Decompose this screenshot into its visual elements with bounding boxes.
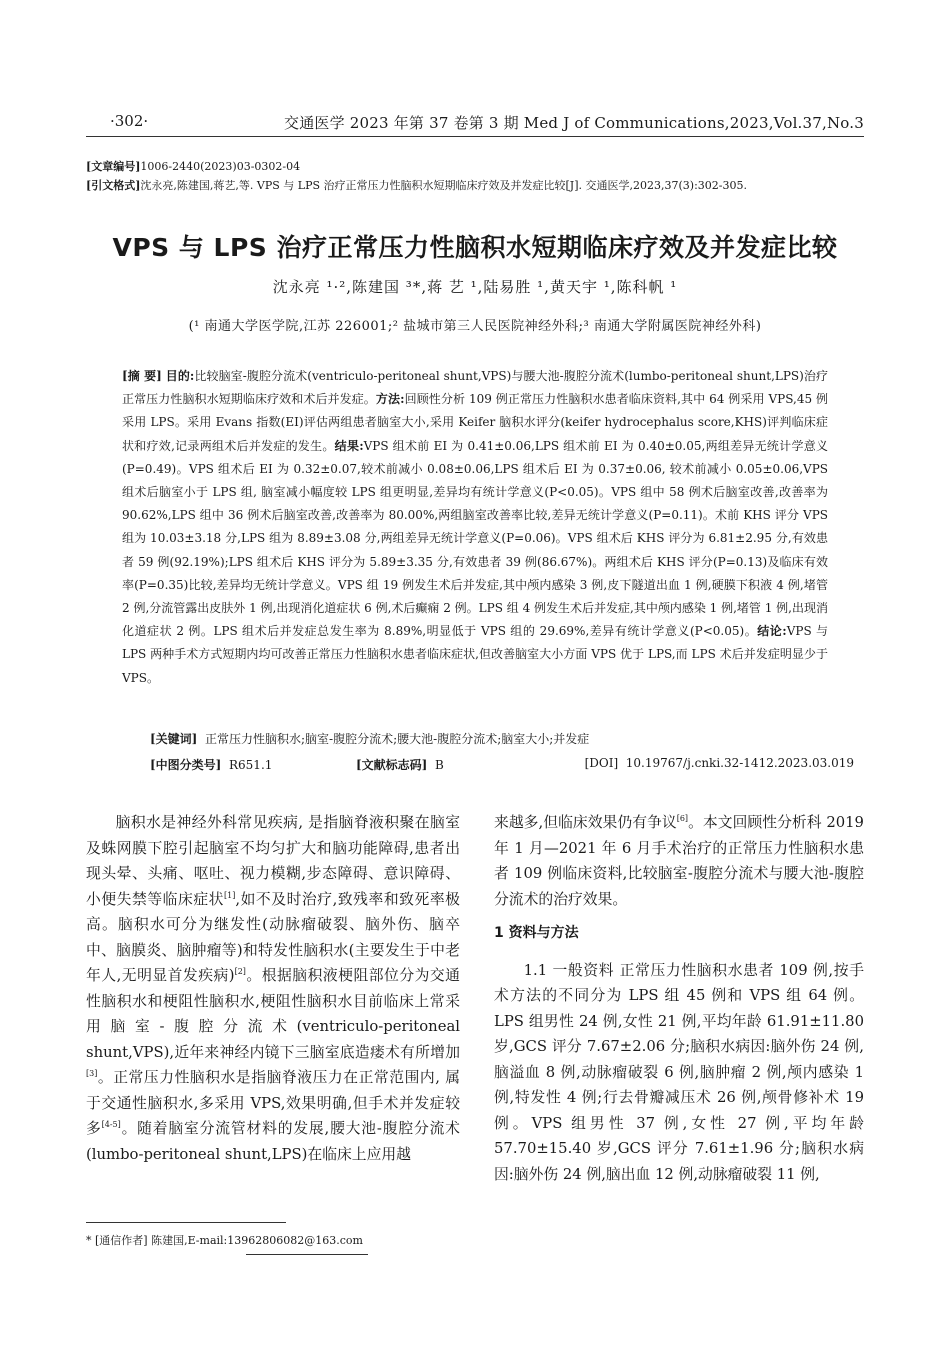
article-number: [文章编号]1006-2440(2023)03-0302-04 — [86, 160, 301, 173]
ref-link[interactable]: [2] — [234, 967, 246, 977]
ref-link[interactable]: [3] — [86, 1069, 98, 1079]
section-heading: 1 资料与方法 — [494, 925, 579, 941]
footnote: * [通信作者] 陈建国,E-mail:13962806082@163.com — [86, 1234, 363, 1247]
body-right-column — [494, 810, 864, 1187]
footnote-rule — [86, 1222, 286, 1223]
journal-citation: 交通医学 2023 年第 37 卷第 3 期 Med J of Communications,2023,Vol.37,No.3 — [284, 114, 864, 132]
bottom-rule — [246, 1254, 368, 1255]
ref-link[interactable]: [1] — [224, 890, 236, 900]
abstract-objective: 比较脑室-腹腔分流术(ventriculo-peritoneal shunt,VPS)与腰大池-腹腔分流术(lumbo-peritoneal shunt,LPS)治疗正常压力性脑积水短期临床疗效和术后并发症。 — [122, 369, 828, 407]
author-list: 沈永亮 ¹·²,陈建国 ³*,蒋 艺 ¹,陆易胜 ¹,黄天宇 ¹,陈科帆 ¹ — [272, 278, 678, 296]
page-number: ·302· — [110, 112, 149, 130]
abstract-conclusion: VPS 与 LPS 两种手术方式短期内均可改善正常压力性脑积水患者临床症状,但改善脑室大小方面 VPS 优于 LPS,而 LPS 术后并发症明显少于 VPS。 — [122, 624, 829, 685]
citation-format: [引文格式]沈永亮,陈建国,蒋艺,等. VPS 与 LPS 治疗正常压力性脑积水短期临床疗效及并发症比较[J]. 交通医学,2023,37(3):302-305. — [86, 179, 747, 192]
doi-link[interactable]: 10.19767/j.cnki.32-1412.2023.03.019 — [625, 756, 854, 770]
intro-continued: 来越多,但临床效果仍有争议[6]。本文回顾性分析科 2019 年 1 月—2021 年 6 月手术治疗的正常压力性脑积水患者 109 例临床资料,比较脑室-腹腔分流术与腰大池-腹腔分流术的治疗效果。 — [494, 814, 864, 908]
abstract-label: [摘 要] — [122, 369, 162, 383]
abstract-result: VPS 组术前 EI 为 0.41±0.06,LPS 组术前 EI 为 0.40±0.05,两组差异无统计学意义(P=0.49)。VPS 组术后 EI 为 0.32±0.07,较术前减小 0.08±0.06,LPS 组术后 EI 为 0.37±0.06, 较术前减小 0.05±0.06,VPS 组术后脑室小于 LPS 组, 脑室减小幅度较 LPS 组更明显,差异均有统计学意义(P<0.05)。VPS 组中 58 例术后脑室改善,改善率为 90.62%,LPS 组中 36 例术后脑室改善,改善率为 80.00%,两组脑室改善率比较,差异无统计学意义(P=0.11)。术前 KHS 评分 VPS 组为 10.03±3.18 分,LPS 组为 8.89±3.08 分,两组差异无统计学意义(P=0.06)。VPS 组术后 KHS 评分为 6.81±2.95 分,有效患者 59 例(92.19%);LPS 组术后 KHS 评分为 5.89±3.35 分,有效患者 39 例(86.67%)。两组术后 KHS 评分(P=0.13)及临床有效率(P=0.35)比较,差异均无统计学意义。VPS 组 19 例发生术后并发症,其中颅内感染 3 例,皮下隧道出血 1 例,硬膜下积液 4 例,堵管 2 例,分流管露出皮肤外 1 例,出现消化道症状 6 例,术后癫痫 2 例。LPS 组 4 例发生术后并发症,其中颅内感染 1 例,堵管 1 例,出现消化道症状 2 例。LPS 组术后并发症总发生率为 8.89%,明显低于 VPS 组的 29.69%,差异有统计学意义(P<0.05)。 — [122, 438, 829, 639]
ref-link[interactable]: [4-5] — [101, 1120, 121, 1130]
header-rule — [86, 136, 864, 137]
ref-link[interactable]: [6] — [676, 814, 689, 824]
journal-page: ·302· 交通医学 2023 年第 37 卷第 3 期 Med J of Communications,2023,Vol.37,No.3 [文章编号]1006-2440(2023)03-0302-04 [引文格式]沈永亮,陈建国,蒋艺,等. VPS 与 LPS 治疗正常压力性脑积水短期临床疗效及并发症比较[J]. 交通医学,2023,37(3):302-305. VPS 与 LPS 治疗正常压力性脑积水短期临床疗效及并发症比较 沈永亮 ¹·²,陈建国 ³*,蒋 艺 ¹,陆易胜 ¹,黄天宇 ¹,陈科帆 ¹ (¹ 南通大学医学院,江苏 226001;² 盐城市第三人民医院神经外科;³ 南通大学附属医院神经外科) [摘 要] 目的:比较脑室-腹腔分流术(ventriculo-peritoneal shunt,VPS)与腰大池-腹腔分流术(lumbo-peritoneal shunt,LPS)治疗正常压力性脑积水短期临床疗效和术后并发症。方法:回顾性分析 109 例正常压力性脑积水患者临床资料,其中 64 例采用 VPS,45 例采用 LPS。采用 Evans 指数(EI)评估两组患者脑室大小,采用 Keifer 脑积水评分(keifer hydrocephalus score,KHS)评判临床症状和疗效,记录两组术后并发症的发生。结果:VPS 组术前 EI 为 0.41±0.06,LPS 组术前 EI 为 0.40±0.05,两组差异无统计学意义(P=0.49)。VPS 组术后 EI 为 0.32±0.07,较术前减小 0.08±0.06,LPS 组术后 EI 为 0.37±0.06, 较术前减小 0.05±0.06,VPS 组术后脑室小于 LPS 组, 脑室减小幅度较 LPS 组更明显,差异均有统计学意义(P<0.05)。VPS 组中 58 例术后脑室改善,改善率为 90.62%,LPS 组中 36 例术后脑室改善,改善率为 80.00%,两组脑室改善率比较,差异无统计学意义(P=0.11)。术前 KHS 评分 VPS 组为 10.03±3.18 分,LPS 组为 8.89±3.08 分,两组差异无统计学意义(P=0.06)。VPS 组术后 KHS 评分为 6.81±2.95 分,有效患者 59 例(92.19%);LPS 组术后 KHS 评分为 5.89±3.35 分,有效患者 39 例(86.67%)。两组术后 KHS 评分(P=0.13)及临床有效率(P=0.35)比较,差异均无统计学意义。VPS 组 19 例发生术后并发症,其中颅内感染 3 例,皮下隧道出血 1 例,硬膜下积液 4 例,堵管 2 例,分流管露出皮肤外 1 例,出现消化道症状 6 例,术后癫痫 2 例。LPS 组 4 例发生术后并发症,其中颅内感染 1 例,堵管 1 例,出现消化道症状 2 例。LPS 组术后并发症总发生率为 8.89%,明显低于 VPS 组的 29.69%,差异有统计学意义(P<0.05)。结论:VPS 与 LPS 两种手术方式短期内均可改善正常压力性脑积水患者临床症状,但改善脑室大小方面 VPS 优于 LPS,而 LPS 术后并发症明显少于 VPS。 [关键词] 正常压力性脑积水;脑室-腹腔分流术;腰大池-腹腔分流术;脑室大小;并发症 [中图分类号] R651.1 [文献标志码] B [DOI] 10.19767/j.cnki.32-1412.2023.03.019 脑积水是神经外科常见疾病, 是指脑脊液积聚在脑室及蛛网膜下腔引起脑室不均匀扩大和脑功能障碍,患者出现头晕、头痛、呕吐、视力模糊,步态障碍、意识障碍、小便失禁等临床症状[1],如不及时治疗,致残率和致死率极高。脑积水可分为继发性(动脉瘤破裂、脑外伤、脑卒中、脑膜炎、脑肿瘤等)和特发性脑积水(主要发生于中老年人,无明显首发疾病)[2]。根据脑积液梗阻部位分为交通性脑积水和梗阻性脑积水,梗阻性脑积水目前临床上常采用脑室-腹腔分流术(ventriculo-peritoneal shunt,VPS),近年来神经内镜下三脑室底造瘘术有所增加[3]。正常压力性脑积水是指脑脊液压力在正常范围内, 属于交通性脑积水,多采用 VPS,效果明确,但手术并发症较多[4-5]。随着脑室分流管材料的发展,腰大池-腹腔分流术(lumbo-peritoneal shunt,LPS)在临床上应用越 来越多,但临床效果仍有争议[6]。本文回顾性分析科 2019 年 1 月—2021 年 6 月手术治疗的正常压力性脑积水患者 109 例临床资料,比较脑室-腹腔分流术与腰大池-腹腔分流术的治疗效果。 1 资料与方法 1.1 一般资料 正常压力性脑积水患者 109 例,按手术方法的不同分为 LPS 组 45 例和 VPS 组 64 例。LPS 组男性 24 例,女性 21 例,平均年龄 61.91±11.80 岁,GCS 评分 7.67±2.06 分;脑积水病因:脑外伤 24 例,脑溢血 8 例,动脉瘤破裂 6 例,脑肿瘤 2 例,颅内感染 1 例,特发性 4 例;行去骨瓣减压术 26 例,颅骨修补术 19 例。VPS 组男性 37 例,女性 27 例,平均年龄 57.70±15.40 岁,GCS 评分 7.61±1.96 分;脑积水病因:脑外伤 24 例,脑出血 12 例,动脉瘤破裂 11 例, * [通信作者] 陈建国,E-mail:13962806082@163.com — [0, 0, 950, 1345]
general-data-paragraph: 1.1 一般资料 正常压力性脑积水患者 109 例,按手术方法的不同分为 LPS 组 45 例和 VPS 组 64 例。LPS 组男性 24 例,女性 21 例,平均年龄 61.91±11.80 岁,GCS 评分 7.67±2.06 分;脑积水病因:脑外伤 24 例,脑溢血 8 例,动脉瘤破裂 6 例,脑肿瘤 2 例,颅内感染 1 例,特发性 4 例;行去骨瓣减压术 26 例,颅骨修补术 19 例。VPS 组男性 37 例,女性 27 例,平均年龄 57.70±15.40 岁,GCS 评分 7.61±1.96 分;脑积水病因:脑外伤 24 例,脑出血 12 例,动脉瘤破裂 11 例, — [494, 961, 864, 1183]
abstract-method: 回顾性分析 109 例正常压力性脑积水患者临床资料,其中 64 例采用 VPS,45 例采用 LPS。采用 Evans 指数(EI)评估两组患者脑室大小,采用 Keifer 脑积水评分(keifer hydrocephalus score,KHS)评判临床症状和疗效,记录两组术后并发症的发生。 — [122, 392, 828, 453]
abstract: [摘 要] 目的:比较脑室-腹腔分流术(ventriculo-peritoneal shunt,VPS)与腰大池-腹腔分流术(lumbo-peritoneal shunt,LPS)治疗正常压力性脑积水短期临床疗效和术后并发症。方法:回顾性分析 109 例正常压力性脑积水患者临床资料,其中 64 例采用 VPS,45 例采用 LPS。采用 Evans 指数(EI)评估两组患者脑室大小,采用 Keifer 脑积水评分(keifer hydrocephalus score,KHS)评判临床症状和疗效,记录两组术后并发症的发生。结果:VPS 组术前 EI 为 0.41±0.06,LPS 组术前 EI 为 0.40±0.05,两组差异无统计学意义(P=0.49)。VPS 组术后 EI 为 0.32±0.07,较术前减小 0.08±0.06,LPS 组术后 EI 为 0.37±0.06, 较术前减小 0.05±0.06,VPS 组术后脑室小于 LPS 组, 脑室减小幅度较 LPS 组更明显,差异均有统计学意义(P<0.05)。VPS 组中 58 例术后脑室改善,改善率为 90.62%,LPS 组中 36 例术后脑室改善,改善率为 80.00%,两组脑室改善率比较,差异无统计学意义(P=0.11)。术前 KHS 评分 VPS 组为 10.03±3.18 分,LPS 组为 8.89±3.08 分,两组差异无统计学意义(P=0.06)。VPS 组术后 KHS 评分为 6.81±2.95 分,有效患者 59 例(92.19%);LPS 组术后 KHS 评分为 5.89±3.35 分,有效患者 39 例(86.67%)。两组术后 KHS 评分(P=0.13)及临床有效率(P=0.35)比较,差异均无统计学意义。VPS 组 19 例发生术后并发症,其中颅内感染 3 例,皮下隧道出血 1 例,硬膜下积液 4 例,堵管 2 例,分流管露出皮肤外 1 例,出现消化道症状 6 例,术后癫痫 2 例。LPS 组 4 例发生术后并发症,其中颅内感染 1 例,堵管 1 例,出现消化道症状 2 例。LPS 组术后并发症总发生率为 8.89%,明显低于 VPS 组的 29.69%,差异有统计学意义(P<0.05)。结论:VPS 与 LPS 两种手术方式短期内均可改善正常压力性脑积水患者临床症状,但改善脑室大小方面 VPS 优于 LPS,而 LPS 术后并发症明显少于 VPS。 — [122, 369, 829, 685]
affiliations: (¹ 南通大学医学院,江苏 226001;² 盐城市第三人民医院神经外科;³ 南通大学附属医院神经外科) — [188, 319, 762, 334]
keywords: [关键词] 正常压力性脑积水;脑室-腹腔分流术;腰大池-腹腔分流术;脑室大小;并发症 — [150, 732, 590, 746]
body-left-column — [86, 810, 460, 1167]
running-header — [86, 108, 864, 136]
article-title: VPS 与 LPS 治疗正常压力性脑积水短期临床疗效及并发症比较 — [112, 233, 838, 262]
intro-paragraph: 脑积水是神经外科常见疾病, 是指脑脊液积聚在脑室及蛛网膜下腔引起脑室不均匀扩大和脑功能障碍,患者出现头晕、头痛、呕吐、视力模糊,步态障碍、意识障碍、小便失禁等临床症状[1],如不及时治疗,致残率和致死率极高。脑积水可分为继发性(动脉瘤破裂、脑外伤、脑卒中、脑膜炎、脑肿瘤等)和特发性脑积水(主要发生于中老年人,无明显首发疾病)[2]。根据脑积液梗阻部位分为交通性脑积水和梗阻性脑积水,梗阻性脑积水目前临床上常采用脑室-腹腔分流术(ventriculo-peritoneal shunt,VPS),近年来神经内镜下三脑室底造瘘术有所增加[3]。正常压力性脑积水是指脑脊液压力在正常范围内, 属于交通性脑积水,多采用 VPS,效果明确,但手术并发症较多[4-5]。随着脑室分流管材料的发展,腰大池-腹腔分流术(lumbo-peritoneal shunt,LPS)在临床上应用越 — [86, 814, 460, 1163]
